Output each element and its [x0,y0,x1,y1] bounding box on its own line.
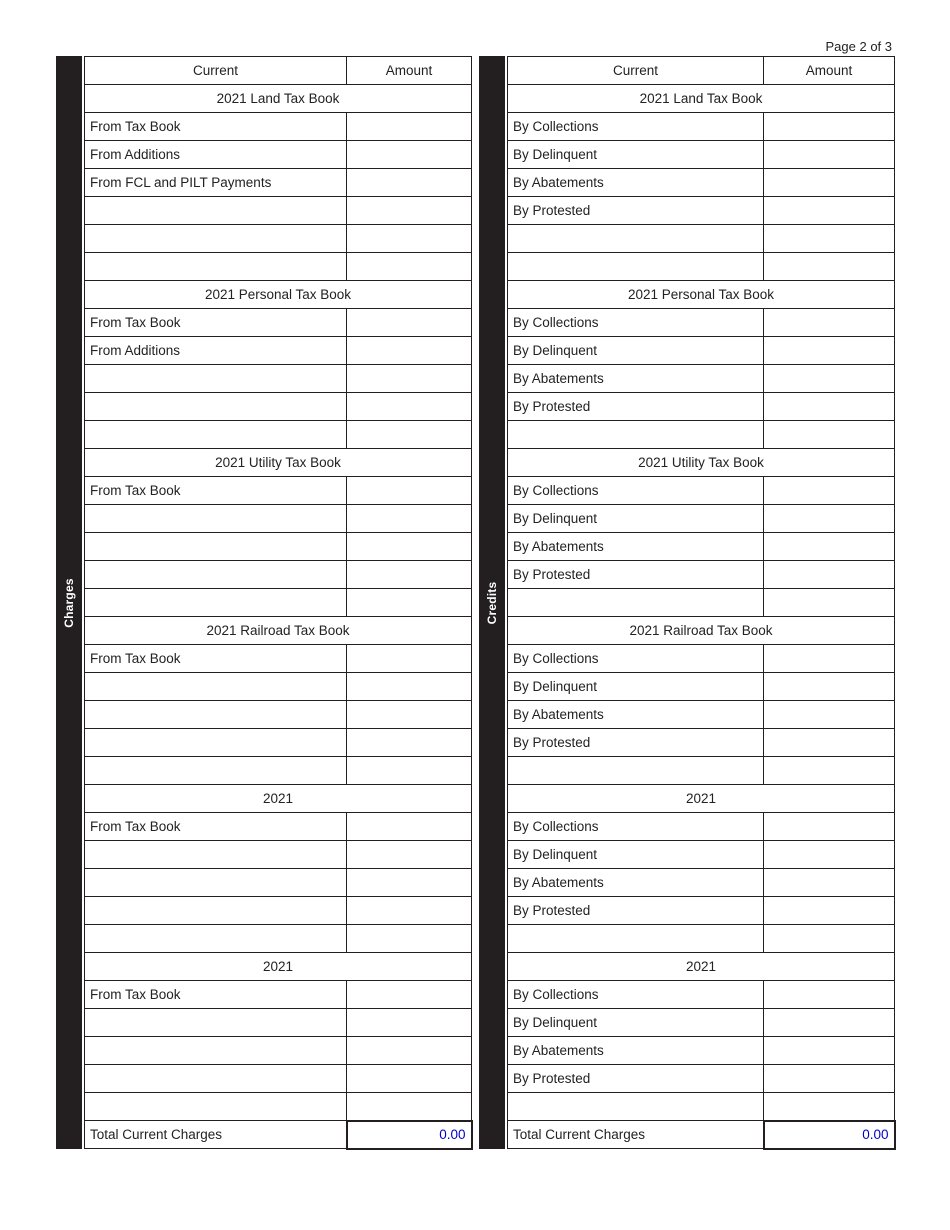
row-label: By Collections [508,813,764,841]
amount-field[interactable] [347,421,472,449]
table-row [508,729,895,757]
total-label: Total Current Charges [508,1121,764,1149]
amount-field[interactable] [347,253,472,281]
table-row [508,925,895,953]
row-label: From Tax Book [85,113,347,141]
row-label [85,197,347,225]
amount-field[interactable] [764,561,895,589]
table-row [508,141,895,169]
amount-header: Amount [347,57,472,85]
row-label: By Abatements [508,1037,764,1065]
table-row [508,841,895,869]
row-label: From Tax Book [85,813,347,841]
header-row [85,57,472,85]
amount-field[interactable] [764,421,895,449]
amount-field[interactable] [347,981,472,1009]
row-label: By Collections [508,113,764,141]
section-title: 2021 [85,785,472,813]
credits-sidebar [479,56,505,1149]
amount-field[interactable] [347,225,472,253]
section-title: 2021 [508,953,895,981]
amount-header: Amount [764,57,895,85]
row-label: By Collections [508,645,764,673]
row-label [508,253,764,281]
table-row [508,673,895,701]
section-title: 2021 Railroad Tax Book [508,617,895,645]
amount-field[interactable] [347,1065,472,1093]
table-row [85,757,472,785]
amount-field[interactable] [347,673,472,701]
amount-field[interactable] [347,477,472,505]
charges-sidebar [56,56,82,1149]
table-row [85,701,472,729]
section-title-row [85,449,472,477]
table-row [85,589,472,617]
row-label [508,225,764,253]
section-title-row [508,281,895,309]
table-row [85,841,472,869]
amount-field[interactable] [347,141,472,169]
row-label [85,673,347,701]
amount-field[interactable] [764,589,895,617]
amount-field[interactable] [764,869,895,897]
header-row [508,57,895,85]
row-label [85,561,347,589]
row-label: From FCL and PILT Payments [85,169,347,197]
table-row [85,197,472,225]
amount-field[interactable] [347,589,472,617]
amount-field[interactable] [347,897,472,925]
row-label [85,925,347,953]
table-row [85,113,472,141]
amount-field[interactable] [347,841,472,869]
amount-field[interactable] [764,197,895,225]
row-label [85,225,347,253]
table-row [85,1093,472,1121]
amount-field[interactable] [764,1065,895,1093]
row-label [508,1093,764,1121]
row-label: By Delinquent [508,1009,764,1037]
row-label [85,1093,347,1121]
table-row [508,365,895,393]
amount-field[interactable] [347,1037,472,1065]
table-row [508,981,895,1009]
row-label: By Protested [508,197,764,225]
section-title-row [508,785,895,813]
table-row [85,1037,472,1065]
charges-label: Charges [62,577,76,628]
table-row [508,421,895,449]
amount-field[interactable] [347,197,472,225]
amount-field[interactable] [764,477,895,505]
section-title: 2021 [85,953,472,981]
amount-field[interactable] [764,757,895,785]
amount-field[interactable] [347,365,472,393]
table-row [508,1093,895,1121]
table-row [85,141,472,169]
table-row [85,813,472,841]
section-title: 2021 Utility Tax Book [508,449,895,477]
total-row [508,1121,895,1149]
section-title: 2021 Land Tax Book [508,85,895,113]
amount-field[interactable] [347,169,472,197]
row-label: By Protested [508,1065,764,1093]
table-row [85,365,472,393]
table-row [85,561,472,589]
section-title: 2021 Railroad Tax Book [85,617,472,645]
table-row [85,309,472,337]
row-label: From Additions [85,141,347,169]
current-header: Current [508,57,764,85]
table-row [508,1037,895,1065]
amount-field[interactable] [764,1093,895,1121]
amount-field[interactable] [347,561,472,589]
amount-field[interactable] [347,1093,472,1121]
section-title-row [508,617,895,645]
row-label: By Collections [508,981,764,1009]
row-label: From Tax Book [85,981,347,1009]
table-row [85,477,472,505]
amount-field[interactable] [764,1037,895,1065]
current-header: Current [85,57,347,85]
table-row [508,393,895,421]
amount-field[interactable] [764,813,895,841]
amount-field[interactable] [347,645,472,673]
row-label: From Additions [85,337,347,365]
table-row [85,1065,472,1093]
row-label [85,897,347,925]
row-label: By Collections [508,477,764,505]
table-row [508,197,895,225]
amount-field[interactable] [764,729,895,757]
charges-table [84,56,473,1150]
table-row [85,421,472,449]
row-label: By Abatements [508,365,764,393]
table-row [85,169,472,197]
row-label [85,701,347,729]
page-number: Page 2 of 3 [825,39,892,54]
table-row [85,225,472,253]
section-title: 2021 [508,785,895,813]
total-row [85,1121,472,1149]
amount-field[interactable] [347,701,472,729]
table-row [508,225,895,253]
row-label: From Tax Book [85,645,347,673]
charges-panel [56,56,472,1149]
table-row [85,393,472,421]
amount-field[interactable] [764,169,895,197]
row-label: By Abatements [508,169,764,197]
credits-label: Credits [485,581,499,624]
table-row [508,645,895,673]
row-label [85,1009,347,1037]
table-row [508,169,895,197]
section-title-row [85,785,472,813]
row-label [85,393,347,421]
row-label: By Collections [508,309,764,337]
amount-field[interactable] [347,925,472,953]
table-row [85,505,472,533]
table-row [508,505,895,533]
row-label: From Tax Book [85,477,347,505]
table-row [85,1009,472,1037]
row-label: By Protested [508,393,764,421]
section-title-row [85,617,472,645]
table-row [85,253,472,281]
row-label: By Delinquent [508,505,764,533]
table-row [508,869,895,897]
row-label [85,505,347,533]
amount-field[interactable] [347,757,472,785]
amount-field[interactable] [764,337,895,365]
amount-field[interactable] [347,309,472,337]
amount-field[interactable] [764,309,895,337]
row-label: By Delinquent [508,141,764,169]
row-label [85,421,347,449]
row-label [508,925,764,953]
amount-field[interactable] [764,225,895,253]
section-title: 2021 Personal Tax Book [508,281,895,309]
credits-table [507,56,896,1150]
table-row [508,897,895,925]
table-row [508,1009,895,1037]
amount-field[interactable] [347,729,472,757]
row-label: By Delinquent [508,337,764,365]
row-label: By Protested [508,897,764,925]
amount-field[interactable] [764,925,895,953]
section-title-row [85,281,472,309]
amount-field[interactable] [347,337,472,365]
table-row [508,337,895,365]
credits-panel [479,56,895,1149]
amount-field[interactable] [764,141,895,169]
table-row [508,561,895,589]
table-row [508,477,895,505]
row-label [85,869,347,897]
table-row [85,897,472,925]
amount-field[interactable] [764,897,895,925]
table-row [508,533,895,561]
row-label [85,1037,347,1065]
table-row [508,589,895,617]
row-label [85,589,347,617]
amount-field[interactable] [347,533,472,561]
row-label [508,589,764,617]
row-label [85,729,347,757]
table-row [508,113,895,141]
row-label [85,841,347,869]
total-amount-field[interactable]: 0.00 [764,1121,895,1149]
amount-field[interactable] [347,113,472,141]
amount-field[interactable] [764,1009,895,1037]
table-row [85,981,472,1009]
row-label: By Delinquent [508,673,764,701]
table-row [85,533,472,561]
amount-field[interactable] [347,1009,472,1037]
table-row [85,645,472,673]
table-row [508,701,895,729]
section-title-row [508,953,895,981]
amount-field[interactable] [764,841,895,869]
amount-field[interactable] [347,393,472,421]
table-row [85,337,472,365]
section-title: 2021 Land Tax Book [85,85,472,113]
amount-field[interactable] [764,981,895,1009]
row-label: By Protested [508,561,764,589]
row-label [508,421,764,449]
amount-field[interactable] [764,645,895,673]
amount-field[interactable] [764,393,895,421]
section-title: 2021 Personal Tax Book [85,281,472,309]
row-label [85,1065,347,1093]
table-row [85,673,472,701]
amount-field[interactable] [764,253,895,281]
amount-field[interactable] [347,505,472,533]
row-label [508,757,764,785]
amount-field[interactable] [764,113,895,141]
table-row [508,309,895,337]
section-title-row [508,449,895,477]
amount-field[interactable] [764,365,895,393]
table-row [85,729,472,757]
table-row [508,757,895,785]
row-label [85,757,347,785]
amount-field[interactable] [347,813,472,841]
row-label: By Protested [508,729,764,757]
section-title-row [85,953,472,981]
amount-field[interactable] [764,533,895,561]
amount-field[interactable] [347,869,472,897]
row-label: By Abatements [508,869,764,897]
section-title-row [508,85,895,113]
row-label [85,253,347,281]
row-label: By Abatements [508,533,764,561]
row-label: By Delinquent [508,841,764,869]
row-label [85,365,347,393]
amount-field[interactable] [764,673,895,701]
section-title: 2021 Utility Tax Book [85,449,472,477]
amount-field[interactable] [764,701,895,729]
table-row [508,813,895,841]
table-row [85,925,472,953]
amount-field[interactable] [764,505,895,533]
row-label: By Abatements [508,701,764,729]
table-row [508,253,895,281]
section-title-row [85,85,472,113]
row-label: From Tax Book [85,309,347,337]
total-label: Total Current Charges [85,1121,347,1149]
table-row [508,1065,895,1093]
total-amount-field[interactable]: 0.00 [347,1121,472,1149]
row-label [85,533,347,561]
table-row [85,869,472,897]
